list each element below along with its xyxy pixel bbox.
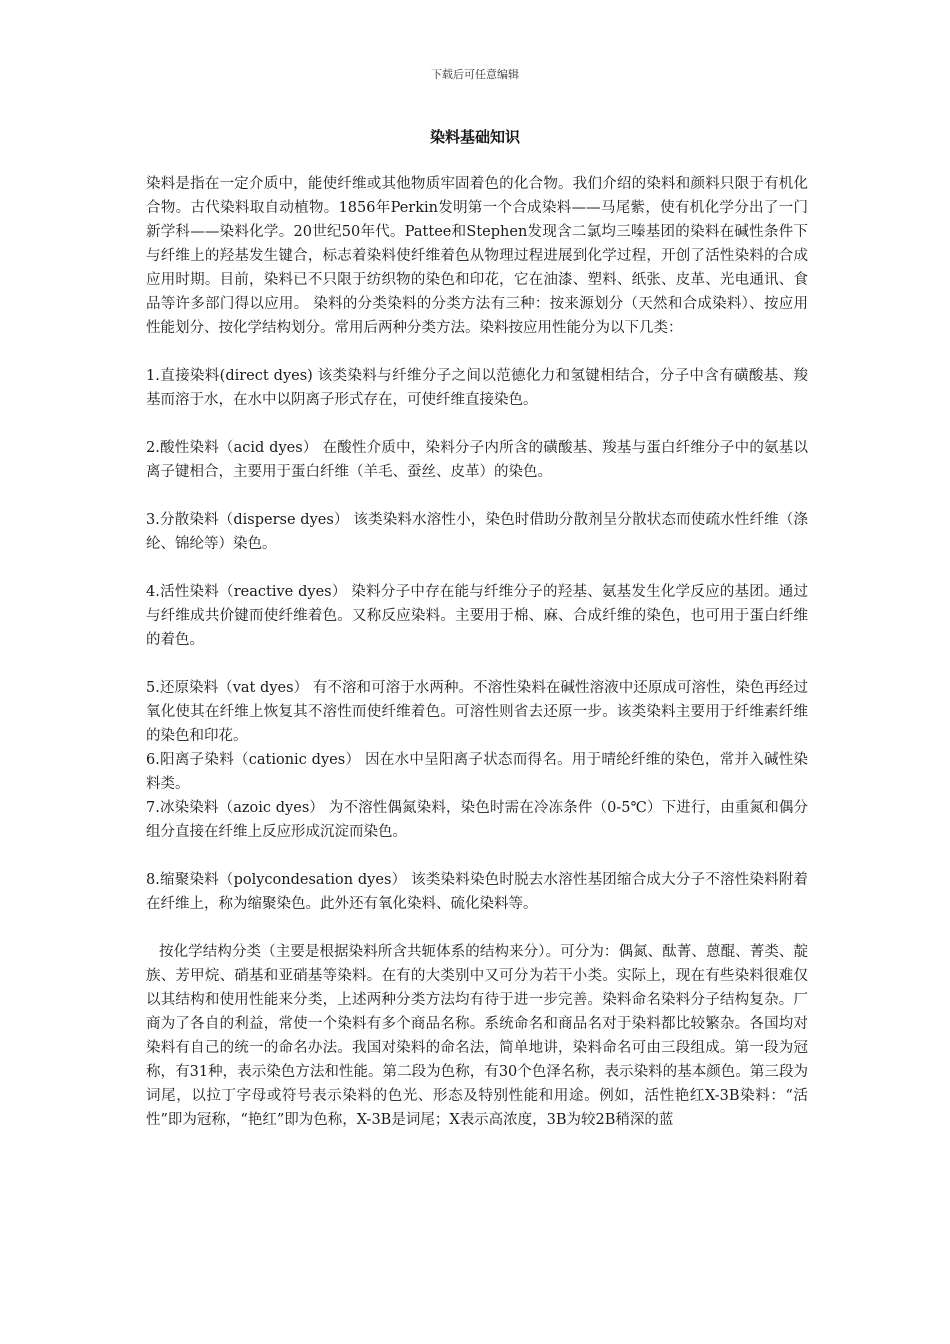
cationic-dyes-paragraph: 6.阳离子染料（cationic dyes） 因在水中呈阳离子状态而得名。用于晴纶纤维的染色，常并入碱性染料类。: [146, 752, 808, 792]
reactive-dyes-paragraph: 4.活性染料（reactive dyes） 染料分子中存在能与纤维分子的羟基、氨基发生化学反应的基团。通过与纤维成共价键而使纤维着色。又称反应染料。主要用于棉、麻、合成纤维的染色，也可用于蛋白纤维的着色。: [146, 584, 808, 648]
disperse-dyes-paragraph: 3.分散染料（disperse dyes） 该类染料水溶性小，染色时借助分散剂呈分散状态而使疏水性纤维（涤纶、锦纶等）染色。: [146, 512, 808, 552]
direct-dyes-paragraph: 1.直接染料(direct dyes) 该类染料与纤维分子之间以范德化力和氢键相结合，分子中含有磺酸基、羧基而溶于水，在水中以阴离子形式存在，可使纤维直接染色。: [146, 368, 808, 408]
document-title: 染料基础知识: [429, 128, 520, 146]
polycondensation-dyes-paragraph: 8.缩聚染料（polycondesation dyes） 该类染料染色时脱去水溶性基团缩合成大分子不溶性染料附着在纤维上，称为缩聚染色。此外还有氧化染料、硫化染料等。: [146, 872, 808, 912]
document-body: [146, 172, 808, 1132]
acid-dyes-paragraph: 2.酸性染料（acid dyes） 在酸性介质中，染料分子内所含的磺酸基、羧基与蛋白纤维分子中的氨基以离子键相合，主要用于蛋白纤维（羊毛、蚕丝、皮革）的染色。: [146, 440, 808, 480]
azoic-dyes-paragraph: 7.冰染染料（azoic dyes） 为不溶性偶氮染料，染色时需在冷冻条件（0-5℃）下进行，由重氮和偶分组分直接在纤维上反应形成沉淀而染色。: [146, 800, 808, 840]
header-note: 下载后可任意编辑: [431, 68, 519, 81]
vat-dyes-paragraph: 5.还原染料（vat dyes） 有不溶和可溶于水两种。不溶性染料在碱性溶液中还原成可溶性，染色再经过氧化使其在纤维上恢复其不溶性而使纤维着色。可溶性则省去还原一步。该类染料主要用于纤维素纤维的染色和印花。: [146, 680, 808, 744]
intro-paragraph: 染料是指在一定介质中，能使纤维或其他物质牢固着色的化合物。我们介绍的染料和颜料只限于有机化合物。古代染料取自动植物。1856年Perkin发明第一个合成染料——马尾紫，使有机化学分出了一门新学科——染料化学。20世纪50年代。Pattee和Stephen发现含二氯均三嗪基团的染料在碱性条件下与纤维上的羟基发生键合，标志着染料使纤维着色从物理过程进展到化学过程，开创了活性染料的合成应用时期。目前，染料已不只限于纺织物的染色和印花，它在油漆、塑料、纸张、皮革、光电通讯、食品等许多部门得以应用。 染料的分类染料的分类方法有三种：按来源划分（天然和合成染料）、按应用性能划分、按化学结构划分。常用后两种分类方法。染料按应用性能分为以下几类：: [146, 176, 808, 336]
chemical-structure-paragraph: 按化学结构分类（主要是根据染料所含共轭体系的结构来分）。可分为：偶氮、酞菁、蒽醌、菁类、靛族、芳甲烷、硝基和亚硝基等染料。在有的大类别中又可分为若干小类。实际上，现在有些染料很难仅以其结构和使用性能来分类，上述两种分类方法均有待于进一步完善。染料命名染料分子结构复杂。厂商为了各自的利益，常使一个染料有多个商品名称。系统命名和商品名对于染料都比较繁杂。各国均对染料有自己的统一的命名办法。我国对染料的命名法，简单地讲，染料命名可由三段组成。第一段为冠称，有31种，表示染色方法和性能。第二段为色称，有30个色泽名称，表示染料的基本颜色。第三段为词尾，以拉丁字母或符号表示染料的色光、形态及特别性能和用途。例如，活性艳红X-3B染料：“活性”即为冠称，“艳红”即为色称，X-3B是词尾；X表示高浓度，3B为较2B稍深的蓝: [146, 944, 808, 1128]
